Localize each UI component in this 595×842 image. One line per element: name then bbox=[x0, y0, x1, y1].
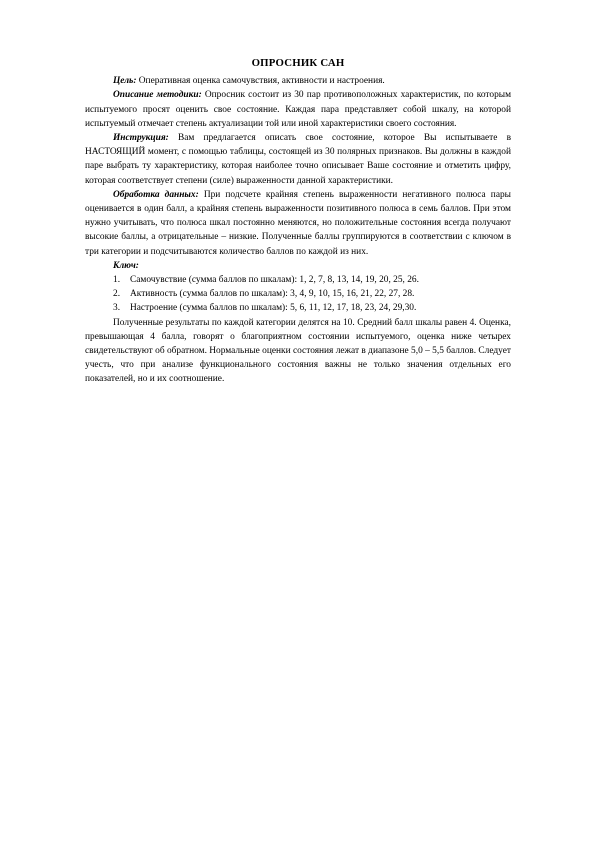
goal-paragraph bbox=[85, 74, 511, 88]
goal-text: Оперативная оценка самочувствия, активности и настроения. bbox=[136, 76, 385, 87]
key-item-text: Настроение (сумма баллов по шкалам): 5, 6, 11, 12, 17, 18, 23, 24, 29,30. bbox=[130, 303, 417, 314]
goal-label: Цель: bbox=[113, 76, 137, 87]
instruction-paragraph bbox=[85, 131, 511, 188]
key-item-number: 2. bbox=[113, 289, 121, 300]
key-heading: Ключ: bbox=[113, 260, 139, 271]
document-page bbox=[85, 56, 511, 387]
key-item-number: 1. bbox=[113, 275, 121, 286]
description-paragraph bbox=[85, 88, 511, 131]
processing-label: Обработка данных: bbox=[113, 189, 199, 200]
key-item-mood bbox=[85, 301, 511, 315]
processing-text: При подсчете крайняя степень выраженности негативного полюса пары оценивается в один балл, а крайняя степень выраженности позитивного полюса в семь баллов. При этом нужно учитывать, что полюса шкал постоянно меняются, но положительные состояния всегда получают высокие баллы, а отрицательные – низкие. Полученные баллы группируются в соответствии с ключом в три категории и подсчитываются количество баллов по каждой из них. bbox=[85, 189, 511, 257]
key-item-wellbeing bbox=[85, 273, 511, 287]
document-title: ОПРОСНИК САН bbox=[251, 57, 345, 69]
instruction-text: Вам предлагается описать свое состояние, которое Вы испытываете в НАСТОЯЩИЙ момент, с помощью таблицы, состоящей из 30 полярных признаков. Вы должны в каждой паре выбрать ту характеристику, которая наиболее точно описывает Ваше состояние и отметить цифру, которая соответствует степени (силе) выраженности данной характеристики. bbox=[85, 133, 511, 186]
key-item-activity bbox=[85, 287, 511, 301]
key-list bbox=[85, 273, 511, 316]
processing-paragraph bbox=[85, 188, 511, 259]
instruction-label: Инструкция: bbox=[113, 133, 169, 144]
description-label: Описание методики: bbox=[113, 90, 202, 101]
key-item-text: Активность (сумма баллов по шкалам): 3, 4, 9, 10, 15, 16, 21, 22, 27, 28. bbox=[130, 289, 415, 300]
key-item-number: 3. bbox=[113, 303, 121, 314]
conclusion-paragraph: Полученные результаты по каждой категории делятся на 10. Средний балл шкалы равен 4. Оценка, превышающая 4 балла, говорят о благоприятном состоянии испытуемого, оценка ниже четырех свидетельствуют об обратном. Нормальные оценки состояния лежат в диапазоне 5,0 – 5,5 баллов. Следует учесть, что при анализе функционального состояния важны не только значения отдельных его показателей, но и их соотношение. bbox=[85, 317, 511, 385]
description-text: Опросник состоит из 30 пар противоположных характеристик, по которым испытуемого просят оценить свое состояние. Каждая пара представляет собой шкалу, на которой испытуемый отмечает степень актуализации той или иной характеристики своего состояния. bbox=[85, 90, 511, 129]
key-item-text: Самочувствие (сумма баллов по шкалам): 1, 2, 7, 8, 13, 14, 19, 20, 25, 26. bbox=[130, 275, 419, 286]
